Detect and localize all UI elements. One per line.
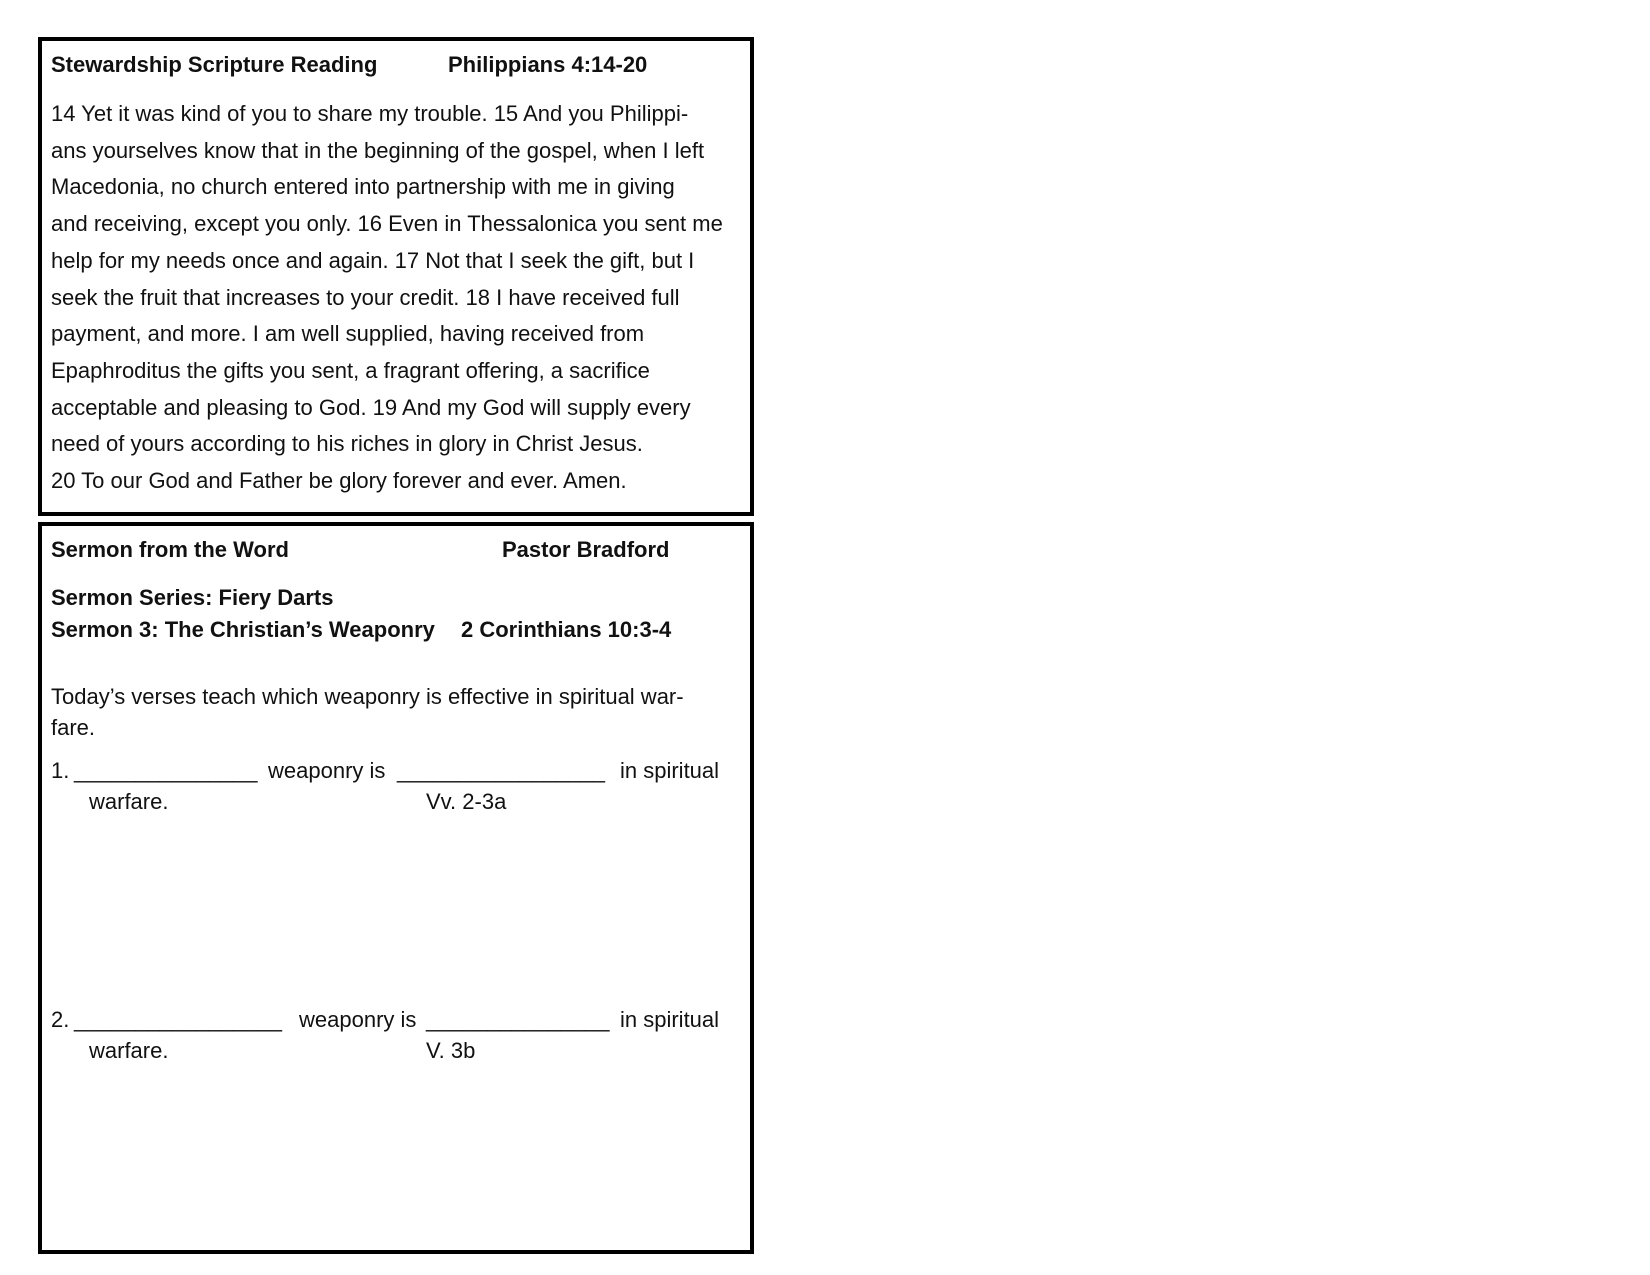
intro-line: Today’s verses teach which weaponry is effective in spiritual war- [51, 684, 684, 709]
point-text: warfare. [89, 789, 169, 814]
scripture-line: and receiving, except you only. 16 Even in Thessalonica you sent me [51, 211, 723, 237]
point-number: 2. [51, 1007, 70, 1032]
scripture-line: payment, and more. I am well supplied, having received from [51, 321, 645, 347]
point-text: weaponry is [299, 1007, 417, 1032]
scripture-line: Macedonia, no church entered into partnership with me in giving [51, 174, 675, 200]
sermon-title: Sermon 3: The Christian’s Weaponry [51, 617, 435, 642]
scripture-text [51, 96, 741, 500]
sermon-series: Sermon Series: Fiery Darts [51, 585, 334, 610]
fill-in-blank: _________________ [74, 1007, 283, 1032]
scripture-line: 14 Yet it was kind of you to share my trouble. 15 And you Philippi- [51, 101, 689, 126]
fill-in-blank: _______________ [74, 758, 258, 783]
fill-in-blank: _________________ [397, 758, 606, 783]
scripture-line: acceptable and pleasing to God. 19 And my God will supply every [51, 394, 691, 420]
scripture-line: 20 To our God and Father be glory forever and ever. Amen. [51, 468, 627, 494]
scripture-line: help for my needs once and again. 17 Not that I seek the gift, but I [51, 247, 695, 273]
verse-reference: V. 3b [426, 1038, 476, 1063]
scripture-line: seek the fruit that increases to your credit. 18 I have received full [51, 284, 680, 310]
point-number: 1. [51, 758, 70, 783]
point-text: warfare. [89, 1038, 169, 1063]
fill-in-blank: _______________ [426, 1007, 610, 1032]
scripture-line: Epaphroditus the gifts you sent, a fragrant offering, a sacrifice [51, 357, 650, 383]
point-text: in spiritual [620, 758, 720, 783]
pastor-name: Pastor Bradford [502, 537, 670, 562]
sermon-reference: 2 Corinthians 10:3-4 [461, 617, 672, 642]
scripture-reference: Philippians 4:14-20 [448, 52, 648, 77]
scripture-line: ans yourselves know that in the beginning of the gospel, when I left [51, 137, 705, 163]
scripture-line: need of yours according to his riches in glory in Christ Jesus. [51, 431, 643, 457]
verse-reference: Vv. 2-3a [426, 789, 507, 814]
point-text: weaponry is [268, 758, 386, 783]
scripture-title: Stewardship Scripture Reading [51, 52, 378, 77]
sermon-heading: Sermon from the Word [51, 537, 289, 562]
scripture-reading-box [38, 37, 754, 516]
sermon-box [38, 522, 754, 1254]
intro-line: fare. [51, 715, 96, 740]
point-text: in spiritual [620, 1007, 720, 1032]
